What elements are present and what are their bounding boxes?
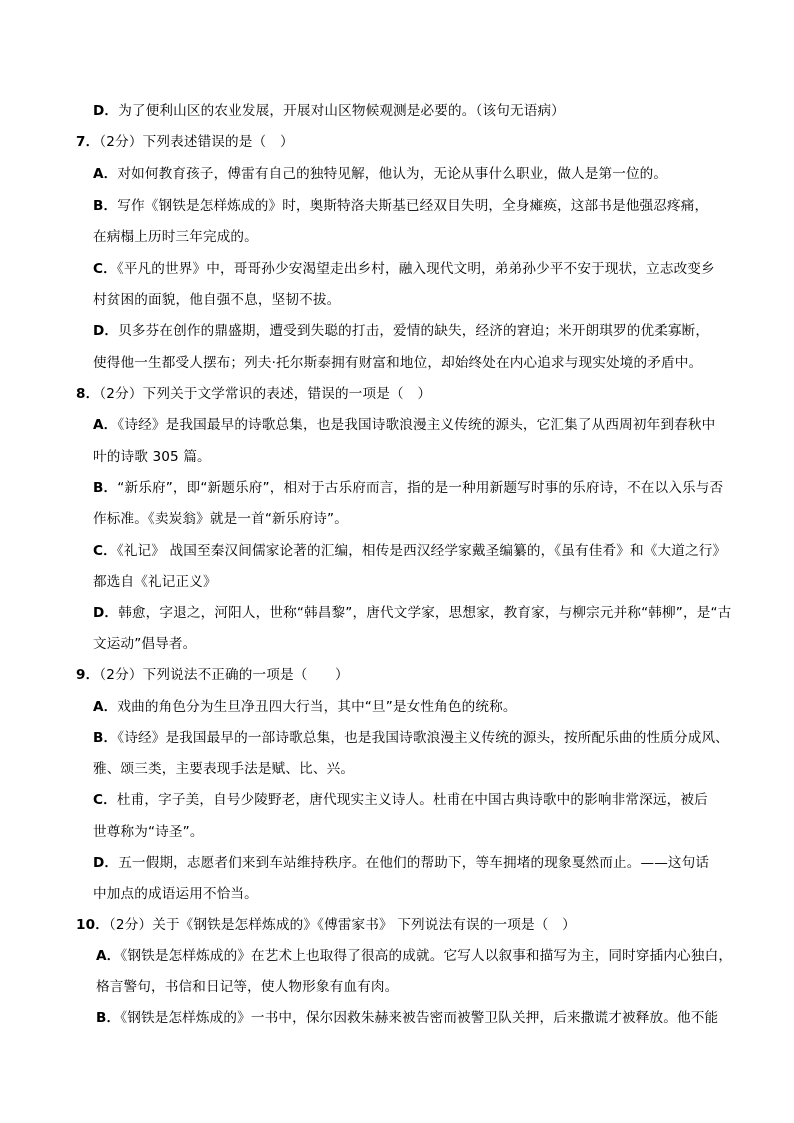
option-letter: A． bbox=[96, 948, 121, 964]
q7-stem bbox=[76, 132, 294, 152]
option-letter: D． bbox=[93, 855, 119, 871]
option-text: 《钢铁是怎样炼成的》一书中，保尔因救朱赫来被告密而被警卫队关押，后来撒谎才被释放。他不能 bbox=[120, 1010, 719, 1026]
option-text: 《钢铁是怎样炼成的》在艺术上也取得了很高的成就。它写人以叙事和描写为主，同时穿插内心独白， bbox=[120, 948, 733, 964]
q8-stem bbox=[76, 384, 431, 404]
question-number: 9． bbox=[76, 667, 100, 683]
q7-option-d-cont bbox=[93, 353, 702, 373]
q9-option-a bbox=[93, 697, 517, 717]
option-text: 贝多芬在创作的鼎盛期，遭受到失聪的打击，爱情的缺失，经济的窘迫；米开朗琪罗的优柔寡断， bbox=[118, 323, 710, 339]
q9-option-d bbox=[93, 853, 709, 873]
option-text-cont: 使得他一生都受人摆布；列夫·托尔斯泰拥有财富和地位，却始终处在内心追求与现实处境的矛盾中。 bbox=[93, 355, 703, 371]
option-text-cont: 中加点的成语运用不恰当。 bbox=[93, 886, 258, 902]
q7-option-c-cont bbox=[93, 290, 340, 310]
option-text-cont: 文运动”倡导者。 bbox=[93, 636, 197, 652]
q7-option-d bbox=[93, 321, 709, 341]
q10-option-b bbox=[96, 1008, 718, 1028]
option-text-cont: 叶的诗歌 305 篇。 bbox=[93, 449, 211, 465]
option-text-cont: 格言警句，书信和日记等，使人物形象有血有肉。 bbox=[96, 979, 399, 995]
q9-option-c-cont bbox=[93, 822, 204, 842]
option-letter: B． bbox=[93, 730, 118, 746]
option-text-cont: 雅、颂三类，主要表现手法是赋、比、兴。 bbox=[93, 761, 355, 777]
q8-option-d bbox=[93, 603, 731, 623]
option-text: 五一假期，志愿者们来到车站维持秩序。在他们的帮助下，等车拥堵的现象戛然而止。——这句话 bbox=[118, 855, 710, 871]
option-letter: C． bbox=[93, 792, 117, 808]
question-stem: （2分）下列关于文学常识的表述，错误的一项是（ ） bbox=[99, 386, 432, 402]
q8-option-a bbox=[93, 415, 715, 435]
q8-option-b-cont bbox=[93, 509, 348, 529]
option-text: 杜甫，字子美，自号少陵野老，唐代现实主义诗人。杜甫在中国古典诗歌中的影响非常深远，被后 bbox=[116, 792, 708, 808]
question-number: 8． bbox=[76, 386, 100, 402]
q7-option-c bbox=[93, 259, 715, 279]
q8-option-a-cont bbox=[93, 447, 211, 467]
option-text-cont: 在病榻上历时三年完成的。 bbox=[93, 229, 258, 245]
option-letter: C． bbox=[93, 543, 117, 559]
option-text: “新乐府”，即“新题乐府”，相对于古乐府而言，指的是一种用新题写时事的乐府诗，不在以入乐与否 bbox=[117, 480, 724, 496]
option-text-cont: 都选自《礼记正义》 bbox=[93, 574, 217, 590]
q10-stem bbox=[76, 915, 576, 935]
option-text: 《平凡的世界》中，哥哥孙少安渴望走出乡村，融入现代文明，弟弟孙少平不安于现状，立志改变乡 bbox=[116, 261, 715, 277]
option-text: 戏曲的角色分为生旦净丑四大行当，其中“旦”是女性角色的统称。 bbox=[117, 699, 517, 715]
option-letter: D． bbox=[93, 605, 119, 621]
q10-option-a-cont bbox=[96, 977, 398, 997]
option-letter: B． bbox=[96, 1010, 121, 1026]
q7-option-b bbox=[93, 196, 708, 216]
option-letter: A． bbox=[93, 417, 118, 433]
option-letter: D． bbox=[93, 323, 119, 339]
option-text: 为了便利山区的农业发展，开展对山区物候观测是必要的。（该句无语病） bbox=[118, 103, 565, 119]
q9-option-b-cont bbox=[93, 759, 354, 779]
option-letter: A． bbox=[93, 699, 118, 715]
option-text: 《诗经》是我国最早的诗歌总集，也是我国诗歌浪漫主义传统的源头，它汇集了从西周初年到春秋中 bbox=[117, 417, 716, 433]
question-number: 7． bbox=[76, 134, 100, 150]
q7-option-a bbox=[93, 164, 667, 184]
option-text: 《礼记》 战国至秦汉间儒家论著的汇编，相传是西汉经学家戴圣编纂的，《虽有佳肴》和《大道之行》 bbox=[116, 543, 727, 559]
option-letter: A． bbox=[93, 166, 118, 182]
option-letter: C． bbox=[93, 261, 117, 277]
option-text: 韩愈，字退之，河阳人，世称“韩昌黎”，唐代文学家，思想家，教育家，与柳宗元并称“韩柳”，是“古 bbox=[118, 605, 732, 621]
q6-option-d bbox=[93, 101, 565, 121]
option-text-cont: 作标准。《卖炭翁》就是一首“新乐府诗”。 bbox=[93, 511, 348, 527]
option-text: 对如何教育孩子，傅雷有自己的独特见解，他认为，无论从事什么职业，做人是第一位的。 bbox=[117, 166, 668, 182]
q9-option-d-cont bbox=[93, 884, 258, 904]
q7-option-b-cont bbox=[93, 227, 258, 247]
option-text: 《诗经》是我国最早的一部诗歌总集，也是我国诗歌浪漫主义传统的源头，按所配乐曲的性质分成风、 bbox=[117, 730, 729, 746]
q8-option-d-cont bbox=[93, 634, 196, 654]
option-letter: B． bbox=[93, 480, 118, 496]
q8-option-c bbox=[93, 541, 726, 561]
option-letter: B． bbox=[93, 198, 118, 214]
question-stem: （2分）关于《钢铁是怎样炼成的》《傅雷家书》 下列说法有误的一项是（ ） bbox=[108, 917, 576, 933]
question-number: 10． bbox=[76, 917, 109, 933]
question-stem: （2分）下列表述错误的是（ ） bbox=[99, 134, 294, 150]
q9-option-b bbox=[93, 728, 729, 748]
option-text-cont: 世尊称为“诗圣”。 bbox=[93, 824, 204, 840]
option-text: 写作《钢铁是怎样炼成的》时，奥斯特洛夫斯基已经双目失明，全身瘫痪，这部书是他强忍疼痛， bbox=[117, 198, 709, 214]
q8-option-b bbox=[93, 478, 723, 498]
option-letter: D． bbox=[93, 103, 119, 119]
q9-option-c bbox=[93, 790, 708, 810]
q10-option-a bbox=[96, 946, 732, 966]
option-text-cont: 村贫困的面貌，他自强不息，坚韧不拔。 bbox=[93, 292, 341, 308]
q8-option-c-cont bbox=[93, 572, 217, 592]
q9-stem bbox=[76, 665, 349, 685]
question-stem: （2分）下列说法不正确的一项是（ ） bbox=[99, 667, 349, 683]
